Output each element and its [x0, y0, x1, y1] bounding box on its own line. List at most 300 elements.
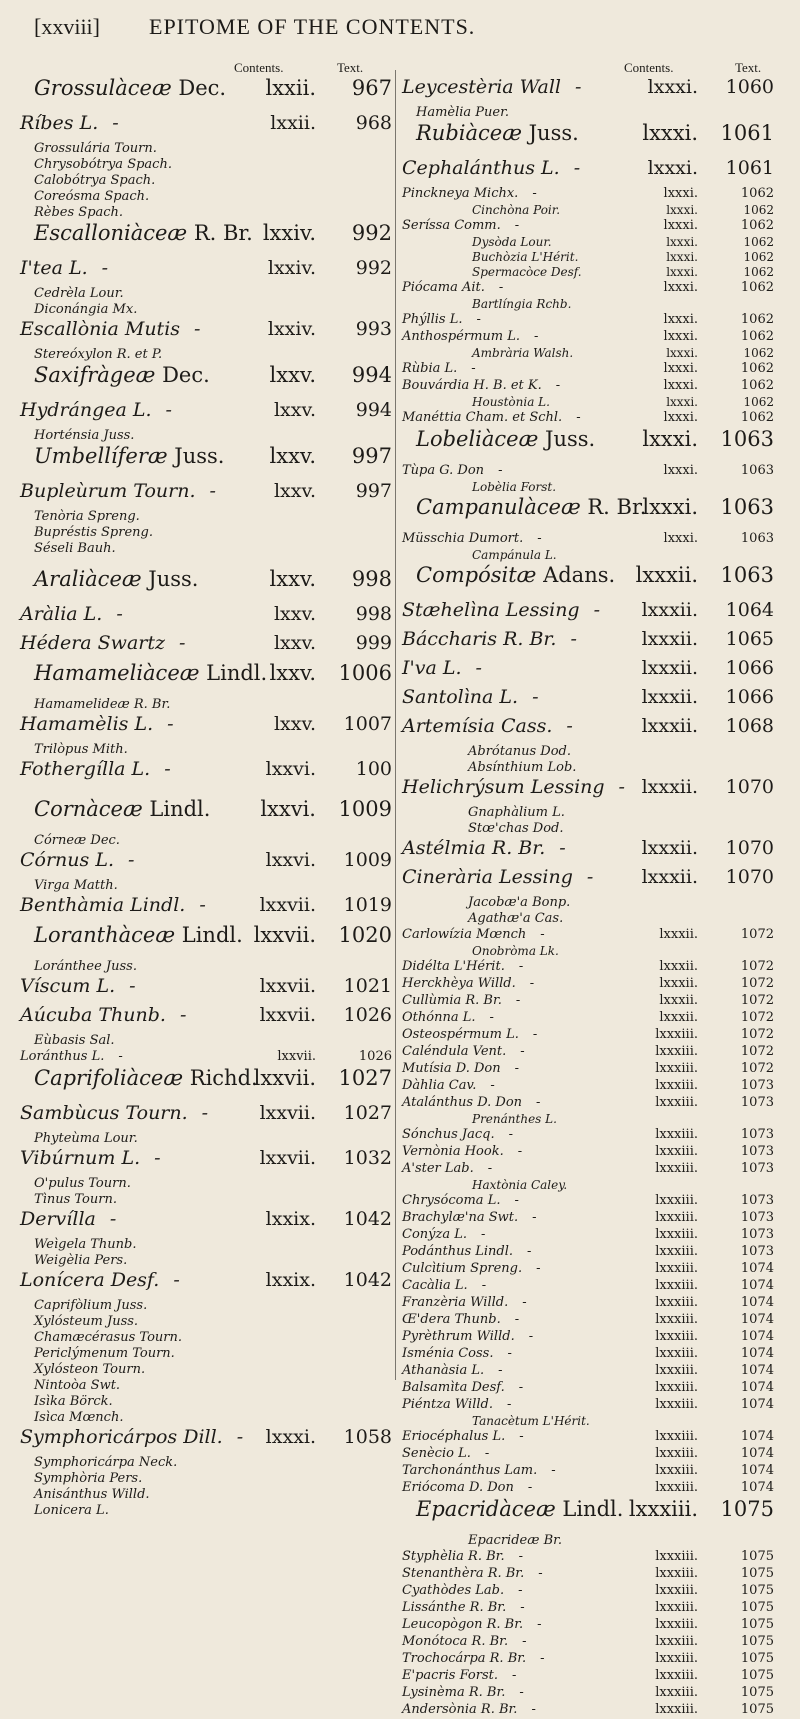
entry-name	[402, 157, 580, 179]
contents-page-ref: lxxxi.	[666, 346, 698, 360]
entry-name-text: Leucopògon R. Br.	[402, 1617, 524, 1632]
contents-page-ref: lxxv.	[273, 399, 316, 421]
entry-authority: Richd.	[183, 1066, 258, 1090]
entry-authority: Adans.	[536, 563, 616, 587]
entry-name	[416, 121, 579, 145]
entry-name-text: Spermacòce Desf.	[472, 265, 582, 279]
entry-name	[34, 444, 224, 468]
entry-dash: -	[167, 713, 174, 735]
entry-name-text: Grossulária Tourn.	[34, 141, 157, 156]
text-page-ref: 1006	[338, 661, 392, 685]
entry-name-text: Aràlia L.	[20, 603, 103, 625]
entry-name	[402, 329, 538, 344]
genus-entry	[20, 1147, 392, 1176]
entry-authority: Juss.	[521, 121, 579, 145]
contents-page-ref: lxxxi.	[663, 361, 698, 376]
genus-entry	[402, 1061, 774, 1078]
text-page-ref: 1068	[725, 715, 774, 737]
genus-entry	[402, 1685, 774, 1702]
entry-dash: -	[514, 1193, 519, 1208]
entry-name	[20, 849, 134, 871]
genus-entry	[402, 1027, 774, 1044]
contents-page-ref: lxxxii.	[641, 776, 698, 798]
genus-entry	[402, 976, 774, 993]
genus-entry	[402, 378, 774, 395]
entry-name	[468, 744, 571, 759]
entry-name-text: Athanàsia L.	[402, 1363, 485, 1378]
text-page-ref: 1073	[740, 1227, 774, 1242]
entry-name-text: Piéntza Willd.	[402, 1397, 493, 1412]
left-contents-heading: Contents.	[234, 60, 284, 75]
entry-name-text: Víscum L.	[20, 975, 116, 997]
synonym-entry	[402, 1414, 774, 1429]
entry-name	[402, 1278, 486, 1293]
genus-entry	[402, 312, 774, 329]
entry-name-text: Rèbes Spach.	[34, 205, 124, 220]
entry-name	[20, 632, 185, 654]
text-page-ref: 1063	[720, 563, 774, 587]
genus-entry	[402, 1702, 774, 1719]
entry-dash: -	[481, 1278, 487, 1293]
entry-dash: -	[586, 866, 594, 888]
entry-name	[472, 265, 582, 279]
entry-dash: -	[520, 1600, 525, 1615]
genus-entry	[402, 1634, 774, 1651]
synonym-entry	[402, 203, 774, 218]
entry-name	[402, 1566, 543, 1581]
text-page-ref: 1070	[725, 837, 774, 859]
genus-entry	[402, 1010, 774, 1027]
contents-page-ref: lxxxii.	[659, 927, 698, 942]
contents-page-ref: lxxxiii.	[655, 1702, 698, 1717]
entry-dash: -	[209, 480, 216, 502]
genus-entry	[402, 1127, 774, 1144]
entry-name	[402, 1651, 545, 1666]
genus-entry	[20, 480, 392, 509]
entry-name-text: Monótoca R. Br.	[402, 1634, 509, 1649]
entry-name	[20, 975, 136, 997]
entry-name	[402, 1127, 513, 1142]
entry-name	[34, 1176, 131, 1191]
entry-name-text: Diconángia Mx.	[34, 302, 138, 317]
entry-authority: Juss.	[538, 427, 596, 451]
text-page-ref: 1063	[720, 427, 774, 451]
entry-name-text: Vernònia Hook.	[402, 1144, 504, 1159]
genus-entry	[402, 1244, 774, 1261]
entry-name-text: Sónchus Jacq.	[402, 1127, 495, 1142]
text-page-ref: 1075	[740, 1600, 774, 1615]
contents-page-ref: lxxxi.	[666, 235, 698, 249]
text-page-ref: 1072	[740, 993, 774, 1008]
text-page-ref: 1062	[740, 186, 774, 201]
entry-name	[402, 1210, 537, 1225]
synonym-entry	[20, 1503, 392, 1519]
genus-entry	[402, 1193, 774, 1210]
entry-name-text: Absínthium Lob.	[468, 760, 577, 775]
text-page-ref: 1062	[743, 395, 774, 409]
entry-name-text: Senècio L.	[402, 1446, 471, 1461]
genus-entry	[402, 463, 774, 480]
entry-dash: -	[518, 1549, 523, 1564]
genus-entry	[20, 1426, 392, 1455]
entry-dash: -	[540, 927, 545, 942]
genus-entry	[20, 1102, 392, 1131]
entry-name	[402, 1685, 524, 1700]
entry-name-text: Hamamelideæ R. Br.	[34, 697, 171, 712]
contents-page-ref: lxxxii.	[659, 1010, 698, 1025]
entry-name	[402, 715, 573, 737]
entry-name-text: Abrótanus Dod.	[468, 744, 571, 759]
entry-name-text: Osteospérmum L.	[402, 1027, 519, 1042]
entry-name-text: Córneæ Dec.	[34, 833, 120, 848]
entry-name-text: Chrysócoma L.	[402, 1193, 501, 1208]
entry-name-text: Lobèlia Forst.	[472, 480, 557, 494]
entry-dash: -	[116, 603, 123, 625]
entry-name-text: Tanacètum L'Hérit.	[472, 1414, 590, 1428]
entry-name	[20, 1049, 123, 1064]
running-title: EPITOME OF THE CONTENTS.	[149, 14, 476, 39]
genus-entry	[402, 218, 774, 235]
family-entry	[402, 1497, 774, 1533]
genus-entry	[402, 531, 774, 548]
entry-name-text: Phyteùma Lour.	[34, 1131, 138, 1146]
contents-page-ref: lxxxiii.	[655, 1161, 698, 1176]
genus-entry	[402, 1261, 774, 1278]
text-page-ref: 1075	[740, 1685, 774, 1700]
text-page-ref: 1074	[740, 1278, 774, 1293]
entry-name	[34, 302, 137, 317]
synonym-entry	[402, 944, 774, 959]
text-page-ref: 1073	[740, 1193, 774, 1208]
entry-name	[402, 993, 520, 1008]
text-page-ref: 999	[355, 632, 392, 654]
entry-name	[34, 221, 253, 245]
entry-name	[34, 1394, 113, 1409]
entry-name-text: Epacrideæ Br.	[468, 1533, 563, 1548]
synonym-entry	[20, 697, 392, 713]
contents-page-ref: lxxxii.	[635, 563, 698, 587]
entry-name-text: Horténsia Juss.	[34, 428, 135, 443]
entry-dash: -	[487, 1161, 493, 1176]
text-page-ref: 1032	[343, 1147, 392, 1169]
genus-entry	[402, 959, 774, 976]
entry-name	[402, 1397, 511, 1412]
entry-dash: -	[528, 1329, 534, 1344]
entry-dash: -	[508, 1127, 514, 1142]
contents-page-ref: lxxvii.	[259, 975, 316, 997]
page-number-label: [xxviii]	[34, 14, 100, 39]
entry-name-text: Campánula L.	[472, 548, 557, 562]
entry-dash: -	[551, 1463, 556, 1478]
contents-page-ref: lxxxiii.	[655, 1651, 698, 1666]
contents-page-ref: lxxxiii.	[655, 1127, 698, 1142]
family-entry	[402, 427, 774, 463]
genus-entry	[20, 1269, 392, 1298]
entry-name-text: Piócama Ait.	[402, 280, 485, 295]
genus-entry	[402, 776, 774, 805]
genus-entry	[402, 1480, 774, 1497]
entry-authority: Juss.	[167, 444, 225, 468]
entry-dash: -	[481, 1227, 486, 1242]
entry-name	[402, 1027, 537, 1042]
contents-page-ref: lxxxiii.	[655, 1044, 698, 1059]
entry-dash: -	[538, 1566, 543, 1581]
entry-dash: -	[532, 686, 539, 708]
entry-name	[468, 805, 565, 820]
entry-name	[402, 959, 523, 974]
entry-name-text: Cyathòdes Lab.	[402, 1583, 505, 1598]
text-page-ref: 1062	[743, 265, 774, 279]
entry-name-text: Córnus L.	[20, 849, 114, 871]
entry-name-text: Grossulàceæ	[34, 76, 172, 100]
entry-name-text: Eùbasis Sal.	[34, 1033, 115, 1048]
text-page-ref: 1075	[740, 1549, 774, 1564]
entry-name	[34, 1192, 117, 1207]
text-page-ref: 1064	[725, 599, 774, 621]
entry-dash: -	[522, 1295, 527, 1310]
entry-name-text: Franzèria Willd.	[402, 1295, 509, 1310]
family-entry	[20, 567, 392, 603]
text-page-ref: 1072	[740, 1010, 774, 1025]
contents-page-ref: lxxxii.	[659, 976, 698, 991]
entry-name-text: Mutísia D. Don	[402, 1061, 501, 1076]
contents-page-ref: lxxii.	[265, 76, 316, 100]
contents-page-ref: lxxxiii.	[655, 1480, 698, 1495]
right-column	[402, 76, 774, 1719]
entry-name-text: Stereóxylon R. et P.	[34, 347, 163, 362]
synonym-entry	[402, 346, 774, 361]
synonym-entry	[20, 1237, 392, 1253]
entry-dash: -	[527, 1480, 533, 1495]
entry-dash: -	[471, 361, 476, 376]
synonym-entry	[20, 541, 392, 557]
entry-dash: -	[618, 776, 625, 798]
genus-entry	[20, 399, 392, 428]
entry-name	[402, 1429, 524, 1444]
contents-page-ref: lxxxii.	[641, 686, 698, 708]
entry-name-text: Bupleùrum Tourn.	[20, 480, 196, 502]
entry-name-text: Didélta L'Hérit.	[402, 959, 505, 974]
entry-name-text: Houstònia L.	[472, 395, 550, 409]
genus-entry	[402, 1600, 774, 1617]
entry-name-text: Seríssa Comm.	[402, 218, 501, 233]
genus-entry	[402, 1095, 774, 1112]
entry-name	[34, 742, 128, 757]
entry-name	[34, 1298, 147, 1313]
entry-authority: Lindl.	[199, 661, 268, 685]
entry-dash: -	[476, 312, 481, 327]
genus-entry	[402, 1295, 774, 1312]
text-page-ref: 1061	[720, 121, 774, 145]
text-page-ref: 1021	[343, 975, 392, 997]
entry-dash: -	[522, 1634, 527, 1649]
text-page-ref: 1062	[743, 346, 774, 360]
contents-page-ref: lxxxiii.	[655, 1244, 698, 1259]
contents-page-ref: lxxxiii.	[655, 1295, 698, 1310]
entry-authority: Dec.	[171, 76, 227, 100]
genus-entry	[402, 927, 774, 944]
entry-name-text: Cullùmia R. Br.	[402, 993, 502, 1008]
entry-name	[402, 976, 534, 991]
text-page-ref: 1074	[740, 1380, 774, 1395]
entry-authority: Lindl.	[175, 923, 243, 947]
contents-page-ref: lxxxiii.	[655, 1346, 698, 1361]
synonym-entry	[20, 1314, 392, 1330]
entry-name-text: Othónna L.	[402, 1010, 476, 1025]
genus-entry	[402, 186, 774, 203]
genus-entry	[20, 318, 392, 347]
contents-page-ref: lxxxiii.	[655, 1329, 698, 1344]
entry-name-text: Brachylæ'na Swt.	[402, 1210, 519, 1225]
entry-dash: -	[514, 1312, 520, 1327]
entry-name	[20, 399, 172, 421]
entry-name	[20, 1102, 208, 1124]
genus-entry	[402, 715, 774, 744]
entry-name	[402, 686, 539, 708]
synonym-entry	[20, 1346, 392, 1362]
contents-page-ref: lxxv.	[273, 603, 316, 625]
entry-name-text: Styphèlia R. Br.	[402, 1549, 505, 1564]
text-page-ref: 1074	[740, 1429, 774, 1444]
entry-name	[34, 189, 149, 204]
genus-entry	[20, 1208, 392, 1237]
entry-name-text: Dàhlia Cav.	[402, 1078, 477, 1093]
text-page-ref: 1061	[725, 157, 774, 179]
entry-dash: -	[566, 715, 573, 737]
entry-name-text: Isìka Börck.	[34, 1394, 113, 1409]
entry-name-text: Fothergílla L.	[20, 758, 151, 780]
synonym-entry	[20, 205, 392, 221]
contents-page-ref: lxxiv.	[262, 221, 316, 245]
entry-name	[402, 927, 545, 942]
entry-dash: -	[173, 1269, 180, 1291]
contents-page-ref: lxxxiii.	[655, 1600, 698, 1615]
synonym-entry	[20, 509, 392, 525]
contents-page-ref: lxxvii.	[253, 1066, 316, 1090]
contents-page-ref: lxxxiii.	[655, 1549, 698, 1564]
entry-dash: -	[559, 837, 566, 859]
entry-name	[468, 821, 563, 836]
synonym-entry	[20, 878, 392, 894]
genus-entry	[402, 157, 774, 186]
contents-page-ref: lxxxi.	[647, 157, 698, 179]
text-page-ref: 998	[355, 603, 392, 625]
entry-name	[34, 541, 116, 556]
genus-entry	[402, 1668, 774, 1685]
text-page-ref: 1062	[740, 218, 774, 233]
text-page-ref: 1063	[740, 531, 774, 546]
family-entry	[20, 363, 392, 399]
genus-entry	[20, 894, 392, 923]
entry-name-text: Hydrángea L.	[20, 399, 152, 421]
entry-name-text: E'pacris Forst.	[402, 1668, 498, 1683]
contents-page-ref: lxxix.	[265, 1208, 316, 1230]
entry-name-text: Conýza L.	[402, 1227, 467, 1242]
entry-name	[34, 157, 172, 172]
text-page-ref: 968	[355, 112, 392, 134]
entry-authority: Lindl.	[555, 1497, 624, 1521]
synonym-entry	[402, 911, 774, 927]
contents-page-ref: lxxvii.	[259, 1004, 316, 1026]
entry-name	[416, 563, 615, 587]
entry-name	[468, 760, 576, 775]
synonym-entry	[20, 959, 392, 975]
entry-name-text: Manéttia Cham. et Schl.	[402, 410, 563, 425]
entry-name-text: Atalánthus D. Don	[402, 1095, 523, 1110]
entry-name-text: I'va L.	[402, 657, 462, 679]
text-page-ref: 1074	[740, 1346, 774, 1361]
entry-name-text: Stæhelìna Lessing	[402, 599, 580, 621]
text-page-ref: 1062	[743, 235, 774, 249]
entry-name-text: Calobótrya Spach.	[34, 173, 156, 188]
text-page-ref: 1074	[740, 1295, 774, 1310]
text-page-ref: 1072	[740, 959, 774, 974]
family-entry	[20, 923, 392, 959]
entry-name	[34, 567, 198, 591]
entry-name-text: Periclýmenum Tourn.	[34, 1346, 175, 1361]
entry-name-text: Loránthee Juss.	[34, 959, 137, 974]
entry-name-text: Stœ'chas Dod.	[468, 821, 564, 836]
entry-name	[416, 495, 646, 519]
entry-name	[34, 1066, 258, 1090]
spacer	[20, 787, 392, 797]
text-page-ref: 1062	[740, 361, 774, 376]
entry-name-text: Loránthus L.	[20, 1049, 105, 1064]
genus-entry	[402, 1161, 774, 1178]
contents-page-ref: lxxv.	[269, 444, 316, 468]
entry-name	[20, 1004, 186, 1026]
text-page-ref: 1063	[740, 463, 774, 478]
contents-page-ref: lxxvii.	[259, 1102, 316, 1124]
text-page-ref: 1062	[743, 250, 774, 264]
synonym-entry	[402, 760, 774, 776]
entry-dash: -	[570, 628, 577, 650]
text-page-ref: 1070	[725, 776, 774, 798]
entry-name	[20, 603, 123, 625]
contents-page-ref: lxxiv.	[267, 257, 316, 279]
contents-page-ref: lxxv.	[273, 480, 316, 502]
synonym-entry	[20, 525, 392, 541]
synonym-entry	[20, 1455, 392, 1471]
entry-name-text: Aúcuba Thunb.	[20, 1004, 166, 1026]
entry-dash: -	[129, 975, 136, 997]
entry-name	[34, 1131, 138, 1146]
synonym-entry	[20, 1487, 392, 1503]
entry-name	[34, 1503, 109, 1518]
synonym-entry	[20, 1298, 392, 1314]
text-page-ref: 1072	[740, 927, 774, 942]
entry-name-text: Cinerària Lessing	[402, 866, 573, 888]
entry-name-text: Hamamèlis L.	[20, 713, 154, 735]
entry-dash: -	[179, 632, 186, 654]
text-page-ref: 1075	[740, 1566, 774, 1581]
synonym-entry	[20, 1394, 392, 1410]
entry-name	[472, 395, 550, 409]
entry-name-text: Artemísia Cass.	[402, 715, 553, 737]
text-page-ref: 997	[351, 444, 392, 468]
entry-authority: R. Br.	[187, 221, 253, 245]
text-page-ref: 100	[355, 758, 392, 780]
text-page-ref: 1062	[740, 410, 774, 425]
genus-entry	[20, 257, 392, 286]
synonym-entry	[20, 1131, 392, 1147]
text-page-ref: 1074	[740, 1397, 774, 1412]
text-page-ref: 1072	[740, 1044, 774, 1059]
entry-name	[20, 758, 171, 780]
contents-page-ref: lxxv.	[269, 363, 316, 387]
entry-name	[402, 1261, 541, 1276]
entry-name-text: Cedrèla Lour.	[34, 286, 124, 301]
